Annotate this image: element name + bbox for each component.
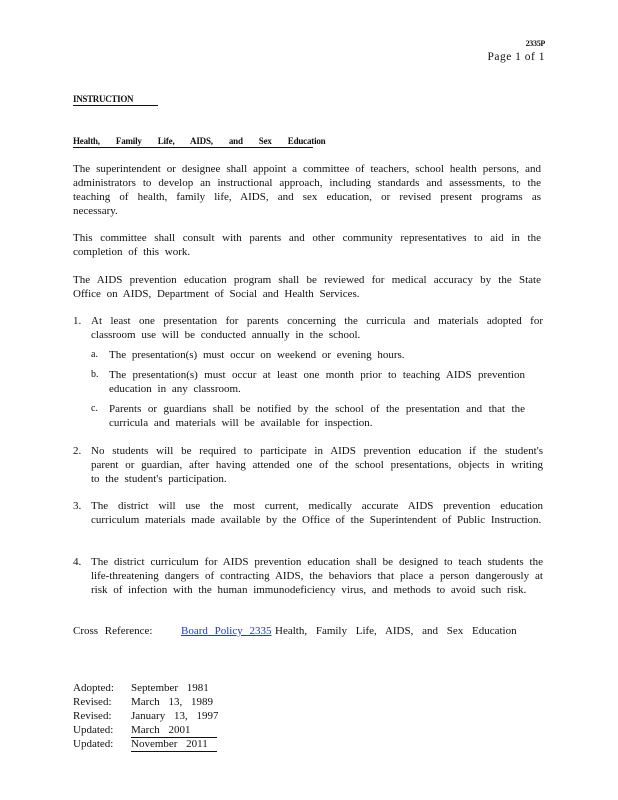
section-heading: INSTRUCTION bbox=[73, 94, 158, 106]
item-number: 1. bbox=[73, 315, 82, 327]
sub-item-letter: a. bbox=[91, 349, 98, 360]
item-text: The district curriculum for AIDS prevention education shall be designed to teach students the life-threatening dangers of contracting AIDS, the behaviors that place a person dangerously at risk of infection with the human immunodeficiency virus, and methods to avoid such risk. bbox=[91, 556, 543, 596]
cross-reference-title: Health, Family Life, AIDS, and Sex Education bbox=[275, 625, 517, 637]
history-label: Revised: bbox=[73, 710, 112, 722]
paragraph-committee: The superintendent or designee shall appoint a committee of teachers, school health persons, and administrators to develop an instructional approach, including standards and assessments, to the teaching of health, family life, AIDS, and sex education, or revised present programs as necessary. bbox=[73, 163, 541, 217]
paragraph-consult: This committee shall consult with parents and other community representatives to aid in the completion of this work. bbox=[73, 232, 541, 258]
sub-item-text: The presentation(s) must occur at least one month prior to teaching AIDS prevention education in any classroom. bbox=[109, 369, 525, 395]
policy-code: 2335P bbox=[525, 39, 545, 48]
item-text: The district will use the most current, medically accurate AIDS prevention education curriculum materials made available by the Office of the Superintendent of Public Instruction. bbox=[91, 500, 543, 526]
item-number: 4. bbox=[73, 556, 82, 568]
history-date: September 1981 bbox=[131, 682, 209, 694]
history-date: March 13, 1989 bbox=[131, 696, 213, 708]
history-label: Revised: bbox=[73, 696, 112, 708]
history-label: Updated: bbox=[73, 738, 114, 750]
cross-reference-label: Cross Reference: bbox=[73, 625, 153, 637]
sub-item-letter: b. bbox=[91, 369, 99, 380]
item-number: 3. bbox=[73, 500, 82, 512]
item-text: No students will be required to participate in AIDS prevention education if the student's parent or guardian, after having attended one of the school presentations, objects in writing to the student's participation. bbox=[91, 445, 543, 485]
sub-item-text: The presentation(s) must occur on weekend or evening hours. bbox=[109, 349, 405, 361]
document-title: Health, Family Life, AIDS, and Sex Education bbox=[73, 136, 326, 146]
board-policy-link[interactable]: Board Policy 2335 bbox=[181, 625, 272, 637]
item-number: 2. bbox=[73, 445, 82, 457]
sub-item-text: Parents or guardians shall be notified by the school of the presentation and that the curricula and materials will be available for inspection. bbox=[109, 403, 525, 429]
history-date: March 2001 bbox=[131, 723, 217, 738]
page-number: Page 1 of 1 bbox=[487, 51, 545, 63]
history-label: Adopted: bbox=[73, 682, 114, 694]
sub-item-letter: c. bbox=[91, 403, 98, 414]
item-text: At least one presentation for parents concerning the curricula and materials adopted for classroom use will be conducted annually in the school. bbox=[91, 315, 543, 341]
paragraph-review: The AIDS prevention education program shall be reviewed for medical accuracy by the State Office on AIDS, Department of Social and Health Services. bbox=[73, 274, 541, 300]
history-date: January 13, 1997 bbox=[131, 710, 219, 722]
history-label: Updated: bbox=[73, 724, 114, 736]
history-date: November 2011 bbox=[131, 737, 217, 752]
